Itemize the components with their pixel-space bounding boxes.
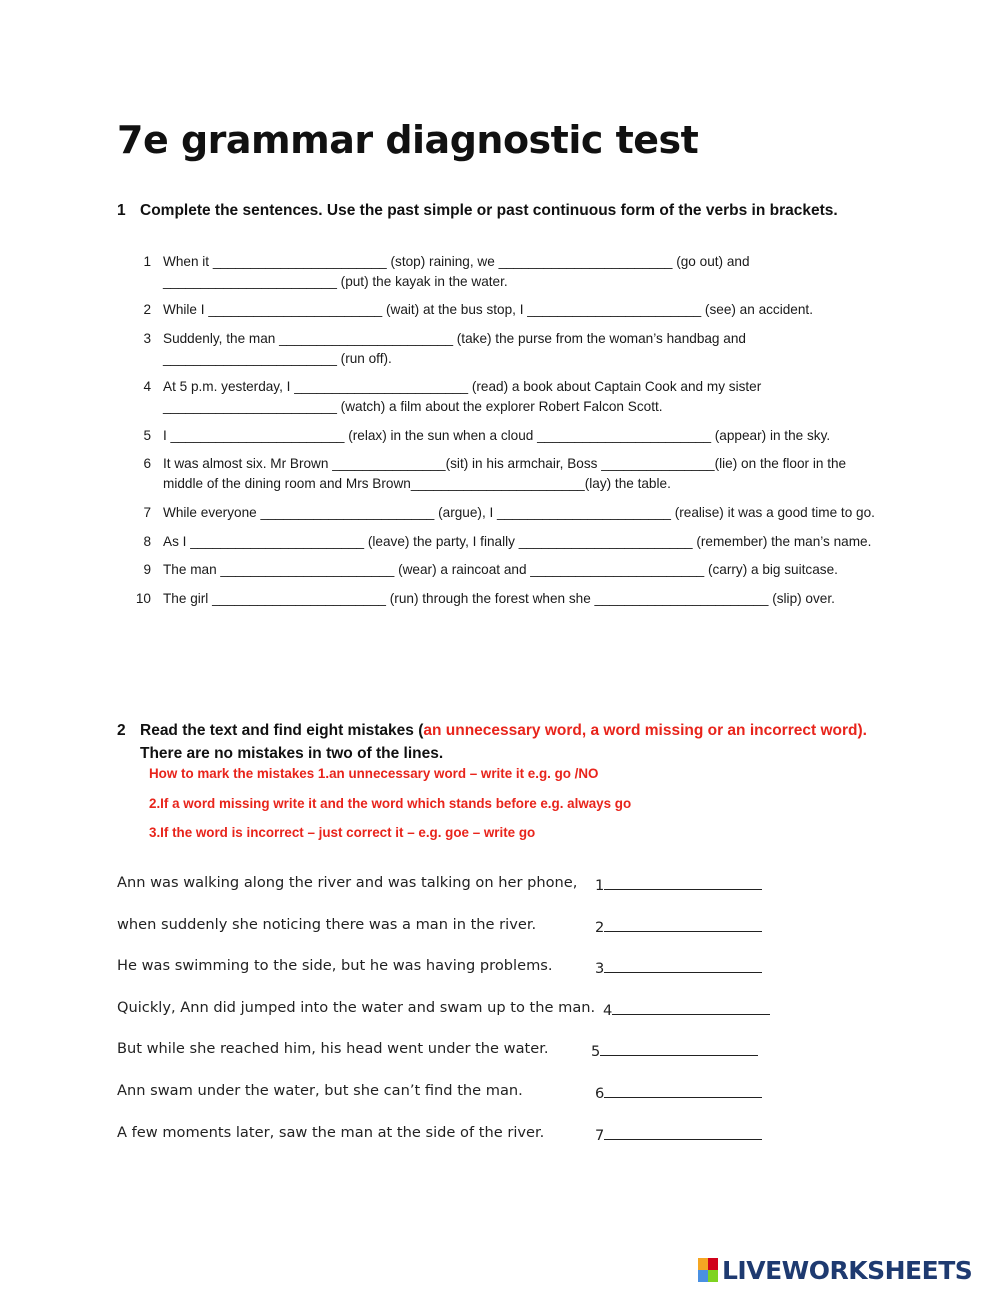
text-line (117, 957, 817, 999)
answer-number: 3 (595, 960, 605, 978)
answer-blank[interactable] (604, 916, 762, 932)
instruction-end: There are no mistakes in two of the lines. (140, 745, 444, 762)
item-number: 2 (143, 302, 151, 318)
answer-slot[interactable] (591, 1040, 758, 1060)
list-item[interactable] (125, 252, 885, 291)
text-line (117, 1082, 817, 1124)
answer-slot[interactable] (595, 874, 762, 894)
answer-slot[interactable] (603, 999, 770, 1019)
text-line (117, 1124, 817, 1166)
answer-slot[interactable] (595, 1082, 762, 1102)
section-1-number: 1 (117, 202, 126, 219)
instruction-red: an unnecessary word, a word missing or an incorrect word). (423, 722, 867, 739)
answer-blank[interactable] (604, 957, 762, 973)
item-text: While I _______________________ (wait) at the bus stop, I _______________________ (see) an accident. (163, 302, 813, 318)
answer-blank[interactable] (612, 999, 770, 1015)
answer-number: 1 (595, 877, 605, 894)
item-number: 8 (143, 533, 151, 549)
answer-blank[interactable] (604, 874, 762, 890)
item-number: 9 (143, 562, 151, 578)
logo-text: LIVEWORKSHEETS (722, 1255, 973, 1285)
text-lines (117, 874, 817, 1165)
liveworksheets-logo-icon (698, 1258, 718, 1282)
section-2-instruction (140, 719, 880, 765)
line-sentence: He was swimming to the side, but he was having problems. (117, 957, 553, 975)
instruction-start: Read the text and find eight mistakes ( (140, 722, 424, 739)
answer-slot[interactable] (595, 1124, 762, 1144)
answer-slot[interactable] (595, 916, 762, 936)
line-sentence: Ann swam under the water, but she can’t find the man. (117, 1081, 523, 1099)
marking-instruction-3: 3.If the word is incorrect – just correct it – e.g. goe – write go (149, 825, 536, 840)
line-sentence: But while she reached him, his head went under the water. (117, 1040, 549, 1058)
item-number: 1 (143, 254, 151, 269)
item-text: It was almost six. Mr Brown _______________(sit) in his armchair, Boss _______________(lie) on the floor in the middle of the dining room and Mrs Brown_______________________(lay) the table. (163, 456, 847, 491)
line-sentence: Quickly, Ann did jumped into the water and swam up to the man. (117, 998, 596, 1016)
item-number: 4 (143, 379, 151, 395)
answer-blank[interactable] (600, 1040, 758, 1056)
answer-number: 6 (595, 1084, 605, 1102)
list-item[interactable] (125, 454, 885, 493)
list-item[interactable] (125, 560, 885, 580)
item-number: 10 (135, 591, 151, 607)
answer-blank[interactable] (604, 1124, 762, 1140)
marking-instruction-2: 2.If a word missing write it and the word which stands before e.g. always go (149, 796, 632, 811)
item-text: While everyone _______________________ (argue), I _______________________ (realise) it was a good time to go. (163, 504, 875, 520)
item-text: The girl _______________________ (run) through the forest when she _______________________ (slip) over. (163, 591, 835, 607)
answer-number: 4 (603, 1001, 613, 1019)
text-line (117, 1040, 817, 1082)
item-number: 5 (143, 427, 151, 443)
item-number: 6 (143, 456, 151, 472)
text-line (117, 874, 817, 916)
answer-number: 5 (591, 1043, 601, 1061)
text-line (117, 916, 817, 958)
item-number: 7 (143, 504, 151, 520)
item-text: Suddenly, the man _______________________ (take) the purse from the woman’s handbag and _______________________ (run off). (163, 331, 746, 366)
item-text: As I _______________________ (leave) the party, I finally _______________________ (remember) the man’s name. (163, 533, 872, 549)
page-title: 7e grammar diagnostic test (117, 118, 699, 162)
section-1-instruction: Complete the sentences. Use the past simple or past continuous form of the verbs in brackets. (140, 202, 838, 219)
answer-blank[interactable] (604, 1082, 762, 1098)
text-line (117, 999, 817, 1041)
section-1-items (125, 252, 885, 618)
list-item[interactable] (125, 329, 885, 368)
liveworksheets-logo (698, 1256, 972, 1284)
item-text: When it _______________________ (stop) raining, we _______________________ (go out) and _______________________ (put) the kayak in the water. (163, 254, 750, 289)
line-sentence: when suddenly she noticing there was a man in the river. (117, 915, 537, 933)
item-text: At 5 p.m. yesterday, I _______________________ (read) a book about Captain Cook and my sister _______________________ (watch) a film about the explorer Robert Falcon Scott. (163, 379, 762, 414)
list-item[interactable] (125, 300, 885, 320)
item-number: 3 (143, 331, 151, 347)
line-sentence: Ann was walking along the river and was talking on her phone, (117, 874, 578, 891)
item-text: I _______________________ (relax) in the sun when a cloud _______________________ (appear) in the sky. (163, 427, 831, 443)
list-item[interactable] (125, 377, 885, 416)
line-sentence: A few moments later, saw the man at the side of the river. (117, 1123, 545, 1141)
marking-instruction-1: How to mark the mistakes 1.an unnecessary word – write it e.g. go /NO (149, 766, 599, 781)
item-text: The man _______________________ (wear) a raincoat and _______________________ (carry) a big suitcase. (163, 562, 838, 578)
section-2-number: 2 (117, 722, 126, 739)
answer-number: 2 (595, 918, 605, 936)
list-item[interactable] (125, 503, 885, 523)
answer-slot[interactable] (595, 957, 762, 977)
list-item[interactable] (125, 532, 885, 552)
list-item[interactable] (125, 589, 885, 609)
answer-number: 7 (595, 1126, 605, 1144)
list-item[interactable] (125, 426, 885, 446)
